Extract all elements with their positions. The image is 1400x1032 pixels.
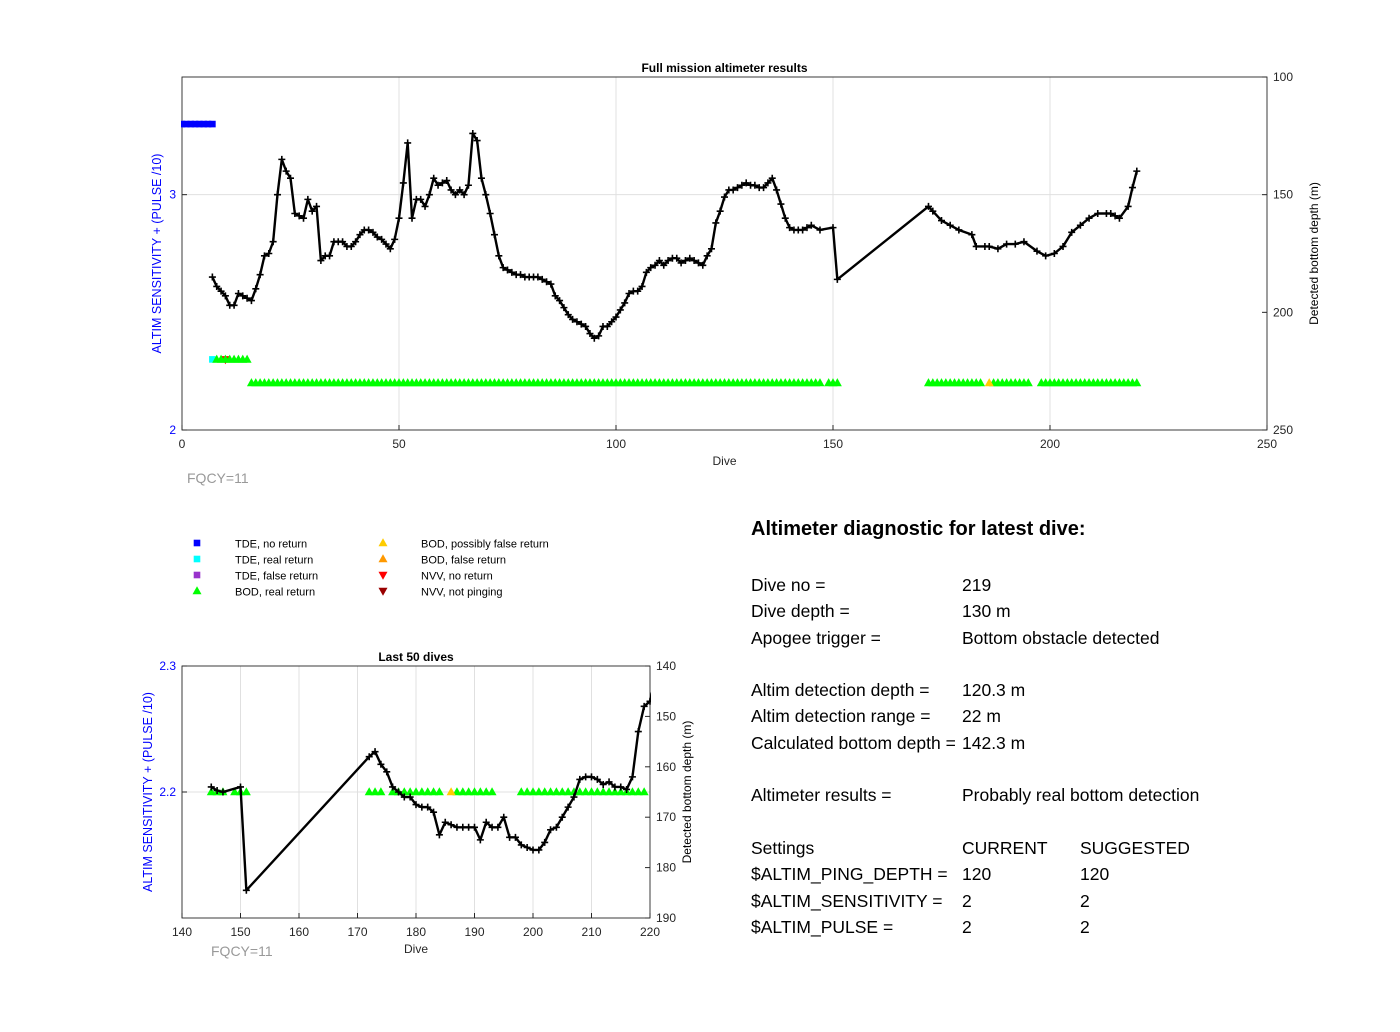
y-right-axis-label: Detected bottom depth (m) [1307,182,1321,325]
marker-plus [400,179,407,186]
marker-plus [482,191,489,198]
x-tick-label: 250 [1256,437,1278,451]
last-50-dives-chart [0,648,720,959]
legend-label: TDE, no return [235,538,308,551]
marker-plus [404,139,411,146]
dive-depth-row [751,598,1391,624]
marker-square [194,572,201,579]
marker-plus [1012,241,1019,248]
y-tick-label: 2.3 [159,659,176,673]
marker-plus [326,252,333,259]
detection-depth-value: 120.3 m [962,680,1026,701]
marker-plus [1129,184,1136,191]
legend-item [379,538,549,550]
marker-triangle-up [447,787,456,795]
legend-label: TDE, false return [235,570,319,583]
marker-plus [274,191,281,198]
y-right-tick-label: 170 [656,810,677,825]
x-tick-label: 50 [392,437,406,451]
legend-label: BOD, possibly false return [421,538,549,551]
x-tick-label: 150 [230,925,251,939]
setting-pulse-row [751,914,1391,940]
detection-range-row [751,703,1391,729]
plot-frame [182,77,1267,430]
x-tick-label: 190 [464,925,485,939]
marker-plus [986,243,993,250]
apogee-value: Bottom obstacle detected [962,627,1160,648]
y-right-tick-label: 160 [656,759,677,774]
marker-plus [278,156,285,163]
settings-header-row [751,835,1391,861]
settings-header-suggested: SUGGESTED [1080,837,1190,858]
bottom-depth-label: Calculated bottom depth = [751,732,956,753]
chart-title: Full mission altimeter results [641,61,808,75]
dive-no-value: 219 [962,575,992,595]
marker-plus [968,231,975,238]
marker-plus [231,302,238,309]
y-right-tick-label: 140 [656,659,677,673]
marker-triangle-up [242,787,251,795]
marker-plus [487,210,494,217]
legend-item [193,586,316,598]
dive-no-label: Dive no = [751,575,826,595]
marker-triangle-up [435,787,444,795]
legend-item [379,571,493,583]
marker-square [209,121,216,128]
series-triangle-up [447,787,456,795]
y-right-tick-label: 250 [1273,423,1294,437]
bottom-depth-row [751,730,1391,756]
setting-label: $ALTIM_PING_DEPTH = [751,864,948,885]
settings-header-current: CURRENT [962,837,1048,858]
legend-item [379,554,506,566]
y-tick-label: 2.2 [159,785,176,799]
apogee-row [751,625,1391,651]
marker-triangle-up [379,554,388,562]
legend-item [379,587,503,599]
x-tick-label: 210 [581,925,602,939]
marker-square [194,540,201,547]
marker-plus [773,186,780,193]
x-tick-label: 180 [405,925,427,939]
setting-current: 2 [962,916,972,937]
apogee-label: Apogee trigger = [751,627,881,648]
y-axis-label: ALTIM SENSITIVITY + (PULSE /10) [150,153,164,354]
setting-sensitivity-row [751,888,1391,914]
marker-plus [652,673,659,680]
x-tick-label: 200 [1039,437,1061,451]
legend-label: BOD, false return [421,554,506,567]
x-tick-label: 160 [288,925,310,939]
marker-plus [478,175,485,182]
setting-label: $ALTIM_SENSITIVITY = [751,890,943,911]
marker-square [194,556,201,563]
y-right-tick-label: 150 [656,709,677,724]
chart-title: Last 50 dives [378,650,454,664]
marker-triangle-up [379,538,388,546]
diagnostic-title: Altimeter diagnostic for latest dive: [751,518,1086,540]
x-axis-label: Dive [712,454,737,468]
legend-item [194,539,307,551]
x-tick-label: 200 [522,925,544,939]
detection-depth-row [751,677,1391,703]
marker-plus [712,219,719,226]
detection-depth-label: Altim detection depth = [751,680,930,701]
x-tick-label: 0 [178,437,186,451]
setting-suggested: 120 [1080,864,1110,885]
marker-plus [491,231,498,238]
legend-label: NVV, not pinging [421,586,503,599]
x-tick-label: 150 [822,437,844,451]
legend-label: NVV, no return [421,570,493,583]
marker-plus [717,208,724,215]
y-right-axis-label: Detected bottom depth (m) [680,720,694,864]
y-right-tick-label: 100 [1273,70,1294,84]
dive-depth-value: 130 m [962,601,1011,622]
marker-triangle-up [640,787,649,795]
results-label: Altimeter results = [751,785,892,806]
y-right-tick-label: 200 [1273,305,1294,320]
y-tick-label: 2 [169,423,176,437]
marker-triangle-down [379,588,388,596]
y-right-tick-label: 190 [656,911,677,925]
x-tick-label: 170 [347,925,368,939]
y-right-tick-label: 180 [656,860,677,875]
legend-label: TDE, real return [235,554,314,567]
marker-plus [635,728,642,735]
results-value: Probably real bottom detection [962,785,1200,806]
fqcy-annotation: FQCY=11 [187,470,249,486]
marker-plus [257,271,264,278]
setting-current: 120 [962,864,992,885]
legend [180,533,600,608]
fqcy-annotation: FQCY=11 [211,943,273,959]
dive-no-row [751,572,1391,598]
plot-area [179,121,1142,386]
x-tick-label: 220 [639,925,661,939]
marker-plus [777,201,784,208]
legend-item [194,555,314,567]
marker-plus [495,252,502,259]
marker-triangle-up [488,787,497,795]
marker-plus [409,215,416,222]
dive-depth-label: Dive depth = [751,601,850,622]
y-right-tick-label: 150 [1273,187,1294,202]
marker-triangle-down [379,572,388,580]
marker-plus [426,191,433,198]
legend-item [194,571,318,583]
x-axis-label: Dive [403,942,429,956]
legend-label: BOD, real return [235,586,316,599]
y-tick-label: 3 [169,187,176,202]
altimeter-diagnostic-panel [751,518,1391,940]
marker-triangle-up [376,787,385,795]
bottom-depth-value: 142.3 m [962,732,1026,753]
setting-label: $ALTIM_PULSE = [751,916,894,937]
setting-current: 2 [962,890,972,911]
bottom-depth-line [211,676,656,890]
series-triangle-up [212,355,1141,387]
results-row [751,782,1391,808]
detection-range-label: Altim detection range = [751,706,931,727]
setting-suggested: 2 [1080,890,1090,911]
marker-plus [830,224,837,231]
marker-plus [304,196,311,203]
marker-plus [1133,168,1140,175]
marker-plus [396,215,403,222]
series-square [179,121,216,128]
x-tick-label: 140 [171,925,193,939]
series-triangle-up [207,787,649,795]
settings-header-label: Settings [751,837,815,858]
marker-plus [252,285,259,292]
marker-plus [973,243,980,250]
setting-ping-depth-row [751,861,1391,887]
detection-range-value: 22 m [962,706,1001,727]
setting-suggested: 2 [1080,916,1090,937]
x-tick-label: 100 [605,437,627,451]
series-plus [209,130,1140,342]
grid-lines [182,77,1267,430]
bottom-depth-line [212,133,1136,338]
marker-plus [237,783,244,790]
y-axis-label: ALTIM SENSITIVITY + (PULSE /10) [141,692,155,892]
marker-plus [270,238,277,245]
full-mission-chart [0,0,1400,500]
marker-triangle-up [193,586,202,594]
